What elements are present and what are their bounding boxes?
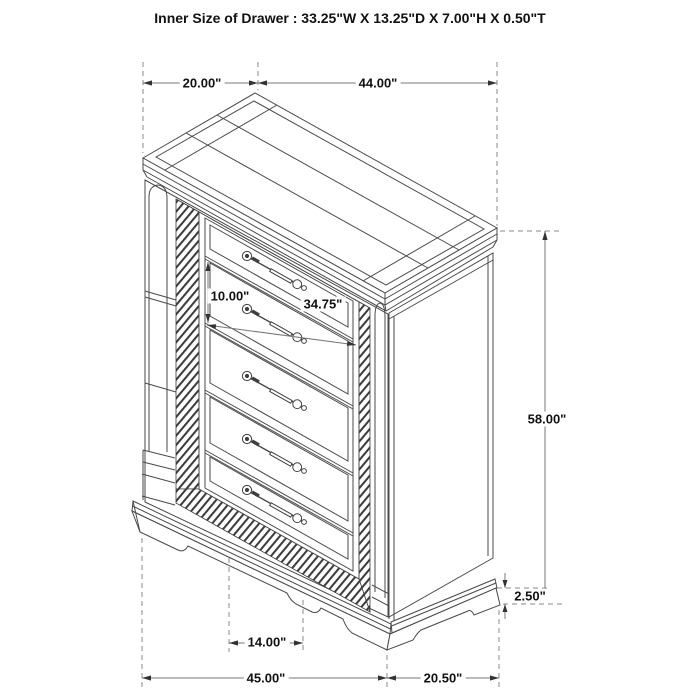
dim-label-top-depth: 20.00" [180,76,225,91]
dim-label-base-height: 2.50" [511,589,548,604]
dim-label-floor-width: 45.00" [244,671,289,686]
dim-label-top-width: 44.00" [356,76,401,91]
dim-label-foot-span: 14.00" [245,635,290,650]
dim-label-floor-depth: 20.50" [421,671,466,686]
diagram-title: Inner Size of Drawer : 33.25"W X 13.25"D X 7.00"H X 0.50"T [154,10,546,26]
dim-label-drawer-width: 34.75" [301,297,346,312]
dim-label-height: 58.00" [525,412,570,427]
side-panel [389,253,493,617]
chest-body [132,93,500,650]
dim-label-drawer-height: 10.00" [208,289,253,304]
